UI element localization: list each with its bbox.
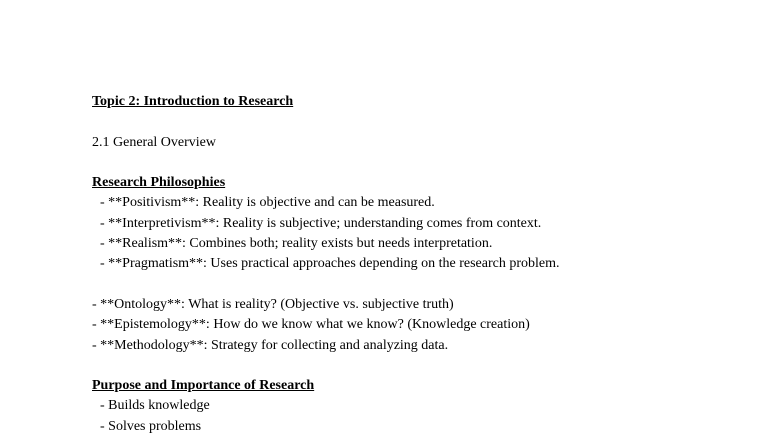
document-title: Topic 2: Introduction to Research — [92, 94, 294, 109]
spacer — [92, 356, 752, 376]
philosophy-item-interpretivism: - **Interpretivism**: Reality is subjective; understanding comes from context. — [100, 215, 542, 231]
spacer — [92, 153, 752, 173]
philosophy-item-realism: - **Realism**: Combines both; reality exists but needs interpretation. — [100, 236, 493, 252]
spacer — [92, 275, 752, 295]
concept-item-ontology: - **Ontology**: What is reality? (Objective vs. subjective truth) — [92, 296, 454, 312]
purpose-item-solves-problems: - Solves problems — [100, 418, 202, 434]
spacer — [92, 112, 752, 132]
purpose-heading: Purpose and Importance of Research — [92, 378, 315, 394]
purpose-item-builds-knowledge: - Builds knowledge — [100, 398, 210, 414]
philosophy-item-pragmatism: - **Pragmatism**: Uses practical approaches depending on the research problem. — [100, 256, 560, 272]
philosophies-heading: Research Philosophies — [92, 175, 226, 191]
concept-item-epistemology: - **Epistemology**: How do we know what we know? (Knowledge creation) — [92, 317, 530, 333]
document-body — [92, 92, 752, 437]
section-label: 2.1 General Overview — [92, 134, 217, 150]
concept-item-methodology: - **Methodology**: Strategy for collecting and analyzing data. — [92, 337, 449, 353]
philosophy-item-positivism: - **Positivism**: Reality is objective and can be measured. — [100, 195, 435, 211]
